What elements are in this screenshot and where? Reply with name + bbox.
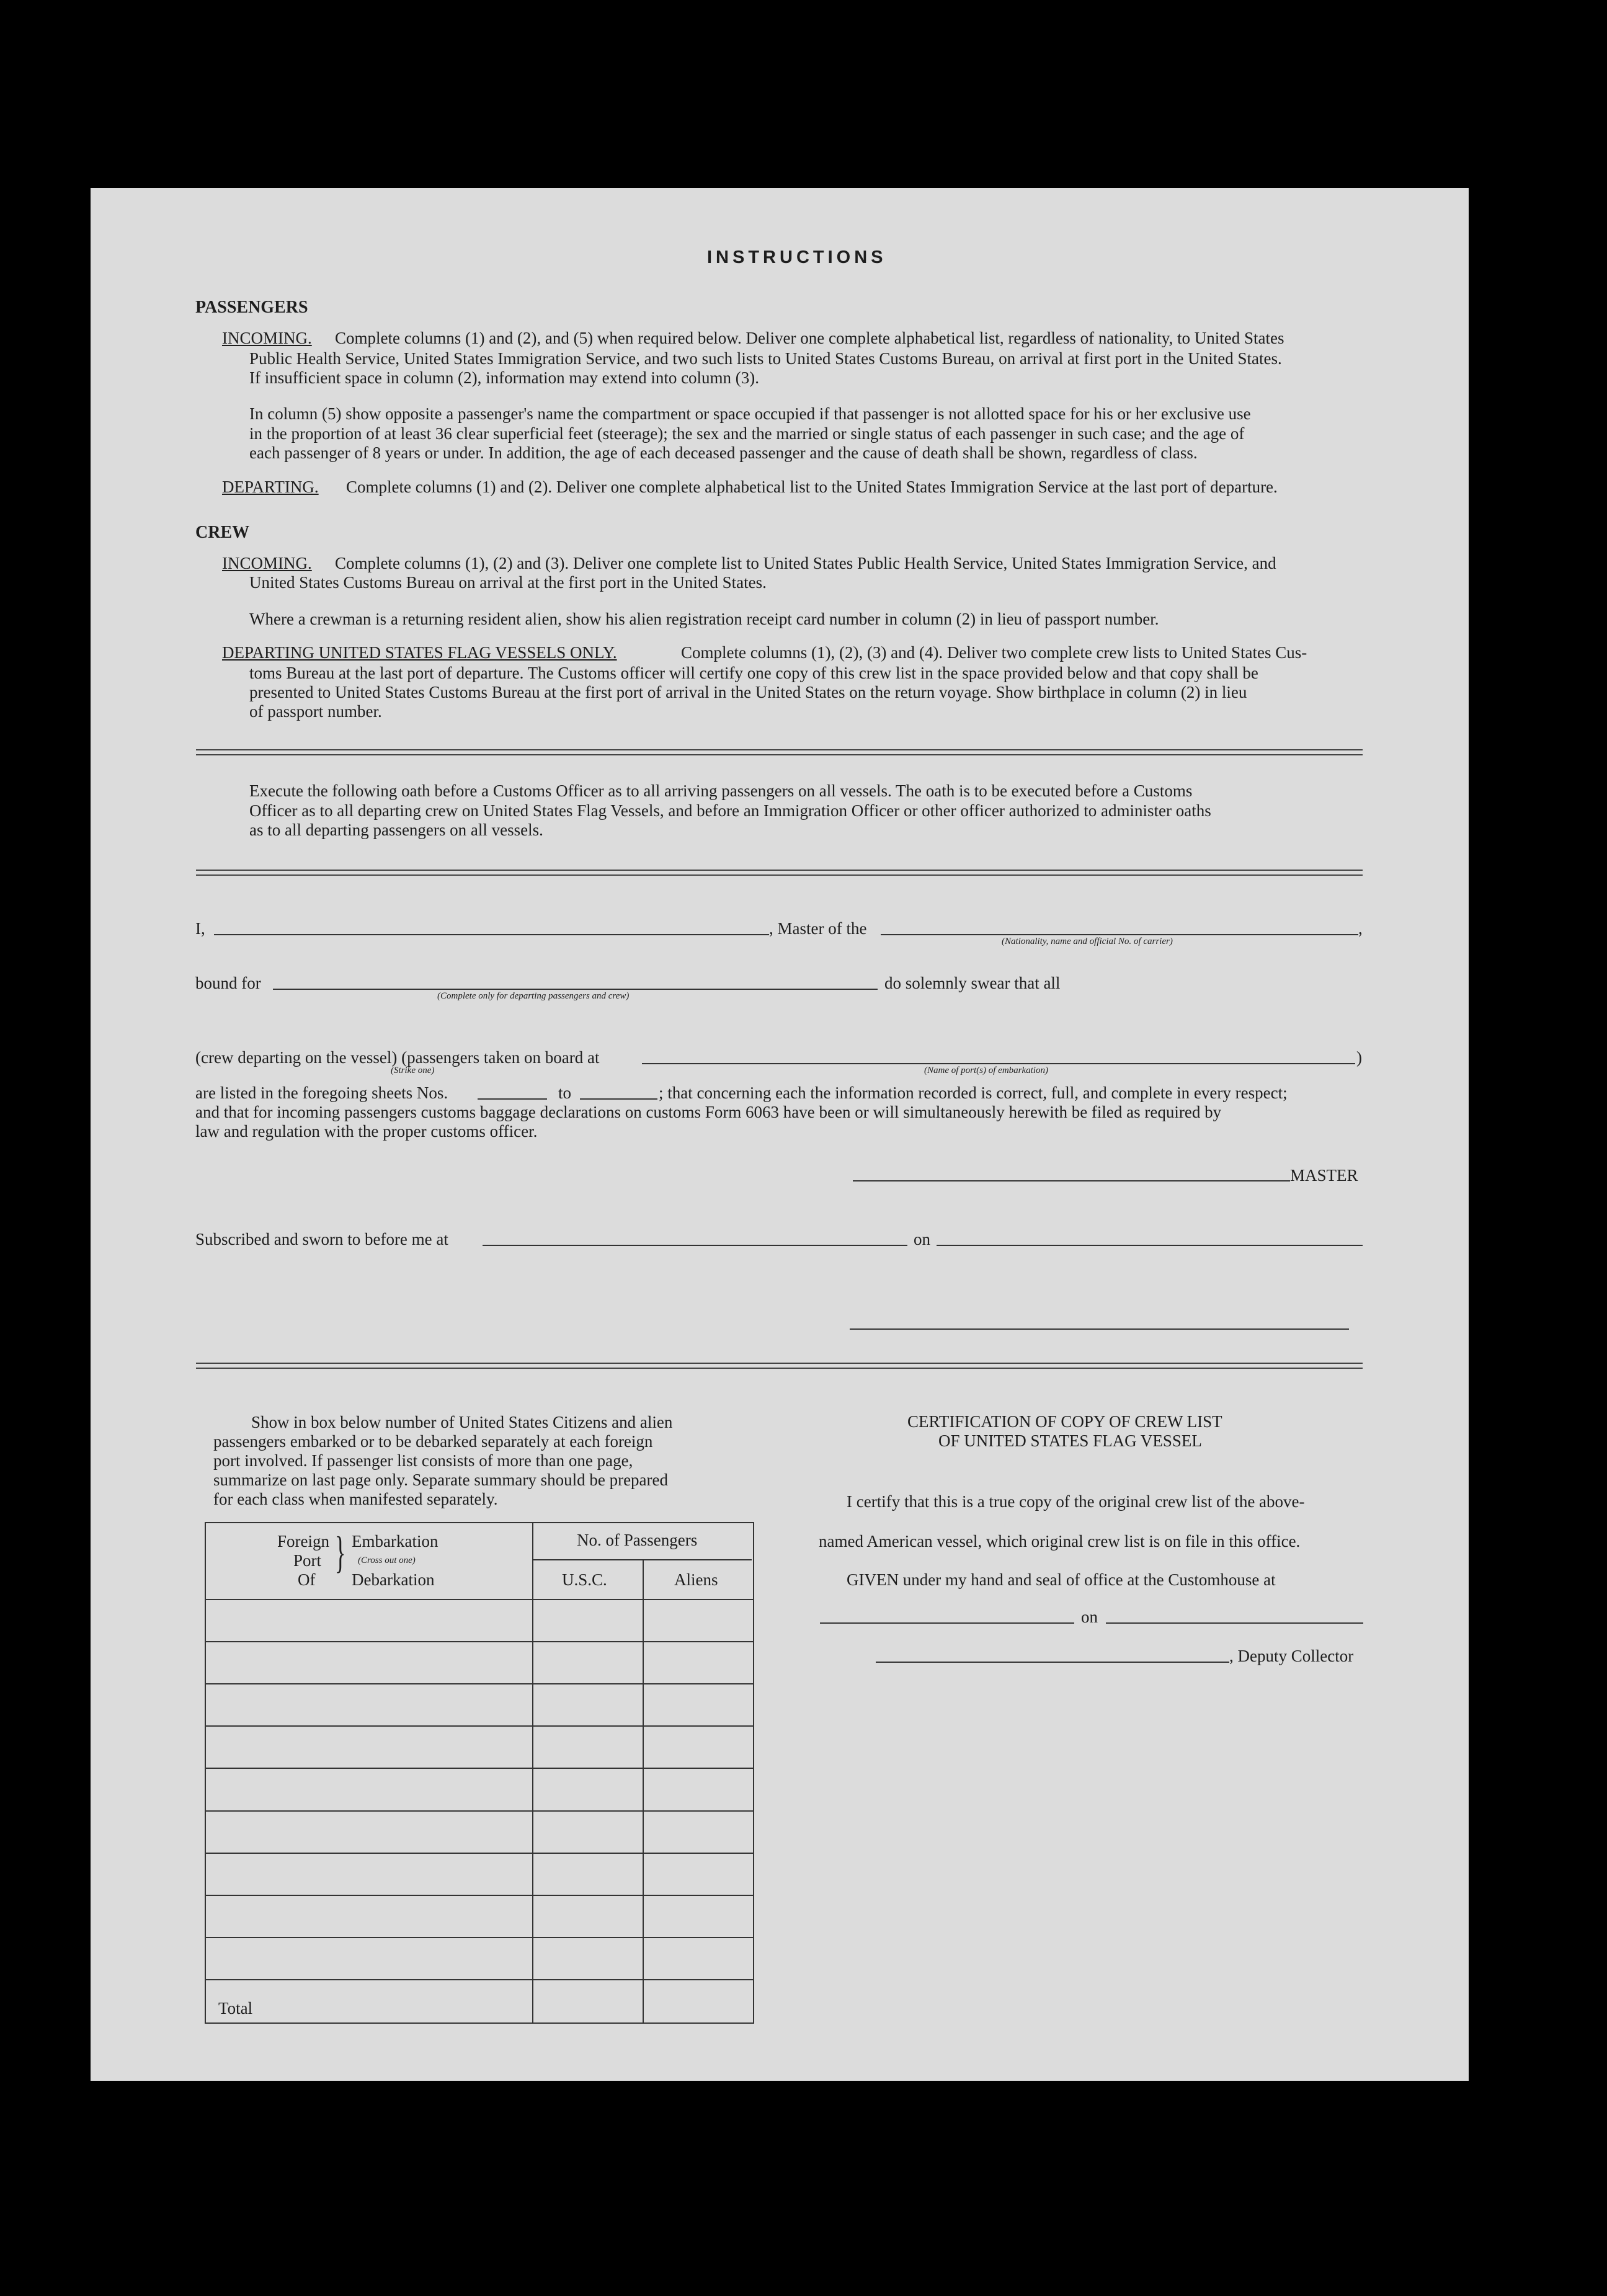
passengers-incoming-line: Complete columns (1) and (2), and (5) when required below. Deliver one complete alphabetical list, regardless of nationality, to United States: [335, 329, 1284, 347]
close-paren: ): [1356, 1048, 1362, 1067]
table-row-line: [205, 1725, 753, 1727]
crew-departing-line: presented to United States Customs Bureau at the first port of arrival in the United States on the return voyage. Show birthplace in column (2) in lieu: [249, 683, 1247, 701]
master-of-the-label: , Master of the: [769, 919, 867, 938]
comma: ,: [1358, 919, 1363, 938]
summary-line: port involved. If passenger list consists of more than one page,: [213, 1451, 633, 1470]
passengers-heading: PASSENGERS: [195, 298, 308, 317]
certification-line: GIVEN under my hand and seal of office at the Customhouse at: [847, 1570, 1276, 1589]
oath-line: law and regulation with the proper customs officer.: [195, 1122, 538, 1141]
summary-line: Show in box below number of United States Citizens and alien: [251, 1413, 673, 1431]
bound-for-label: bound for: [195, 974, 261, 992]
certification-line: named American vessel, which original crew list is on file in this office.: [819, 1532, 1301, 1551]
oath-line: and that for incoming passengers customs baggage declarations on customs Form 6063 have been or will simultaneously herewith be filed as required by: [195, 1103, 1222, 1121]
summary-line: summarize on last page only. Separate summary should be prepared: [213, 1471, 669, 1489]
listed-post: ; that concerning each the information recorded is correct, full, and complete in every respect;: [659, 1083, 1288, 1102]
sworn-place-field[interactable]: [483, 1245, 907, 1246]
crew-incoming-line: Complete columns (1), (2) and (3). Deliver one complete list to United States Public Health Service, United States Immigration Service, and: [335, 554, 1276, 572]
table-header-bottom: [205, 1599, 753, 1600]
crew-departing-line: of passport number.: [249, 702, 382, 721]
divider: [196, 870, 1363, 876]
crew-departing-choice: (crew departing on the vessel) (passengers taken on board at: [195, 1048, 600, 1067]
aliens-header: Aliens: [674, 1570, 718, 1589]
port-hint: (Name of port(s) of embarkation): [924, 1066, 1048, 1075]
port-label: Port: [293, 1551, 322, 1570]
carrier-field[interactable]: [881, 934, 1358, 935]
column5-line: each passenger of 8 years or under. In addition, the age of each deceased passenger and the cause of death shall be shown, regardless of class.: [249, 443, 1198, 462]
customhouse-field[interactable]: [820, 1622, 1074, 1624]
cross-out-hint: (Cross out one): [358, 1555, 416, 1565]
summary-line: passengers embarked or to be debarked separately at each foreign: [213, 1432, 653, 1451]
officer-signature-field[interactable]: [850, 1328, 1349, 1330]
master-label: MASTER: [1290, 1166, 1358, 1185]
passengers-departing-text: Complete columns (1) and (2). Deliver one complete alphabetical list to the United States Immigration Service at the last port of departure.: [346, 478, 1278, 496]
sheet-to-field[interactable]: [580, 1098, 657, 1100]
of-label: Of: [298, 1570, 316, 1589]
table-row-line: [205, 1895, 753, 1896]
deputy-collector-label: , Deputy Collector: [1229, 1647, 1354, 1665]
passengers-incoming-label: INCOMING.: [222, 329, 312, 347]
passengers-incoming-line: Public Health Service, United States Immigration Service, and two such lists to United States Customs Bureau, on arrival at first port in the United States.: [249, 349, 1282, 368]
table-col-divider: [532, 1522, 533, 2022]
subscribed-label: Subscribed and sworn to before me at: [195, 1230, 448, 1248]
passengers-departing-label: DEPARTING.: [222, 478, 319, 496]
embarkation-label: Embarkation: [352, 1532, 438, 1551]
table-row-line: [205, 1937, 753, 1938]
listed-pre: are listed in the foregoing sheets Nos.: [195, 1083, 448, 1102]
divider: [196, 1363, 1363, 1369]
certification-line: I certify that this is a true copy of the original crew list of the above-: [847, 1492, 1305, 1511]
usc-header: U.S.C.: [562, 1570, 607, 1589]
table-row-line: [205, 1641, 753, 1642]
divider: [196, 749, 1363, 755]
swear-text: do solemnly swear that all: [884, 974, 1061, 992]
column5-line: In column (5) show opposite a passenger's name the compartment or space occupied if that passenger is not allotted space for his or her exclusive use: [249, 404, 1251, 423]
bound-hint: (Complete only for departing passengers and crew): [437, 991, 630, 1001]
table-row-line: [205, 1768, 753, 1769]
to-label: to: [558, 1083, 572, 1102]
bound-for-field[interactable]: [273, 989, 878, 990]
crew-departing-line: Complete columns (1), (2), (3) and (4). Deliver two complete crew lists to United States Cus-: [681, 643, 1307, 662]
oath-intro-line: Execute the following oath before a Customs Officer as to all arriving passengers on all vessels. The oath is to be executed before a Customs: [249, 781, 1193, 800]
crew-resident-text: Where a crewman is a returning resident alien, show his alien registration receipt card number in column (2) in lieu of passport number.: [249, 610, 1159, 628]
nationality-hint: (Nationality, name and official No. of carrier): [1002, 937, 1173, 946]
crew-heading: CREW: [195, 523, 250, 542]
passengers-incoming-line: If insufficient space in column (2), information may extend into column (3).: [249, 368, 760, 387]
table-row-line: [205, 1979, 753, 1980]
brace: }: [335, 1528, 346, 1577]
column5-line: in the proportion of at least 36 clear superficial feet (steerage); the sex and the married or single status of each passenger in such case; and the age of: [249, 424, 1245, 443]
no-passengers-header: No. of Passengers: [577, 1531, 698, 1549]
table-row-line: [205, 1810, 753, 1812]
embarkation-port-field[interactable]: [642, 1063, 1355, 1064]
table-header-divider: [532, 1559, 752, 1560]
cert-on-label: on: [1081, 1608, 1098, 1626]
table-row-line: [205, 1683, 753, 1684]
master-signature-field[interactable]: [853, 1180, 1290, 1181]
deputy-signature-field[interactable]: [876, 1662, 1229, 1663]
oath-intro-line: Officer as to all departing crew on United States Flag Vessels, and before an Immigration Officer or other officer authorized to administer oaths: [249, 801, 1211, 820]
summary-line: for each class when manifested separately.: [213, 1490, 498, 1508]
table-col-divider: [643, 1559, 644, 2022]
page-title: INSTRUCTIONS: [707, 247, 887, 267]
crew-incoming-line: United States Customs Bureau on arrival at the first port in the United States.: [249, 573, 767, 592]
crew-departing-label: DEPARTING UNITED STATES FLAG VESSELS ONLY.: [222, 643, 617, 662]
certification-title: OF UNITED STATES FLAG VESSEL: [938, 1431, 1202, 1450]
crew-incoming-label: INCOMING.: [222, 554, 312, 572]
total-label: Total: [218, 1999, 253, 2018]
foreign-label: Foreign: [277, 1532, 329, 1551]
oath-i-label: I,: [195, 919, 205, 938]
passenger-summary-table: [205, 1522, 754, 2024]
crew-departing-line: toms Bureau at the last port of departure. The Customs officer will certify one copy of this crew list in the space provided below and that copy shall be: [249, 664, 1258, 682]
strike-one-hint: (Strike one): [391, 1066, 435, 1075]
master-name-field[interactable]: [214, 934, 769, 935]
sheet-from-field[interactable]: [478, 1098, 547, 1100]
table-row-line: [205, 1853, 753, 1854]
oath-intro-line: as to all departing passengers on all vessels.: [249, 821, 543, 839]
debarkation-label: Debarkation: [352, 1570, 435, 1589]
certification-title: CERTIFICATION OF COPY OF CREW LIST: [907, 1412, 1222, 1431]
sworn-date-field[interactable]: [937, 1245, 1363, 1246]
cert-date-field[interactable]: [1106, 1622, 1363, 1624]
on-label: on: [914, 1230, 930, 1248]
